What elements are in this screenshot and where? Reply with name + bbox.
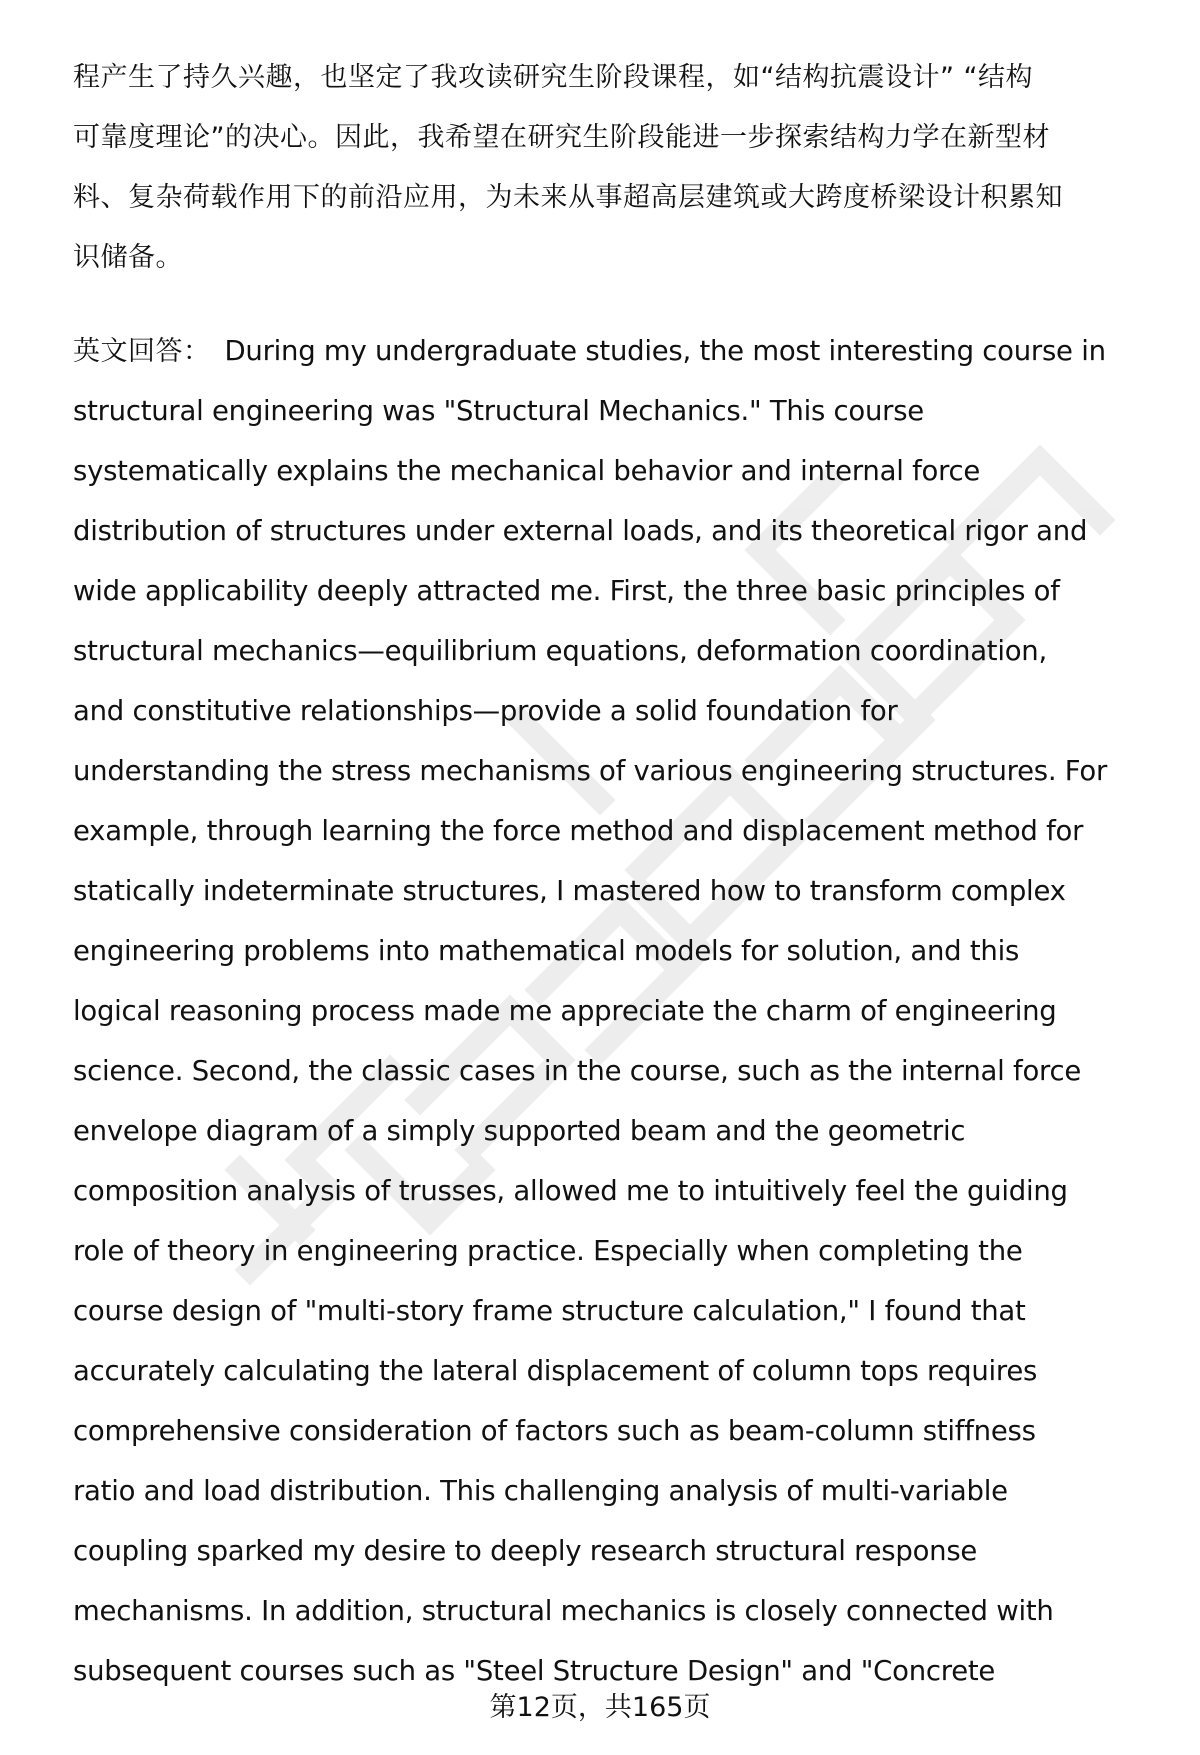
english-text-line: systematically explains the mechanical behavior and internal force: [73, 455, 981, 487]
watermark-stroke: [820, 660, 920, 820]
chinese-text-line: 可靠度理论”的决心。因此，我希望在研究生阶段能进一步探索结构力学在新型材: [73, 122, 1050, 153]
english-text-line: subsequent courses such as "Steel Structure Design" and "Concrete: [73, 1655, 996, 1687]
english-text-line: engineering problems into mathematical models for solution, and this: [73, 935, 1020, 967]
english-text-line: structural engineering was "Structural Mechanics." This course: [73, 395, 924, 427]
english-text-line: structural mechanics—equilibrium equations, deformation coordination,: [73, 635, 1047, 667]
english-text-line: science. Second, the classic cases in the course, such as the internal force: [73, 1055, 1082, 1087]
chinese-text-line: 识储备。: [73, 242, 183, 273]
english-text-line: statically indeterminate structures, I mastered how to transform complex: [73, 875, 1066, 907]
english-text-line: wide applicability deeply attracted me. First, the three basic principles of: [73, 575, 1060, 607]
english-text-line: course design of "multi-story frame structure calculation," I found that: [73, 1295, 1026, 1327]
english-text-line: mechanisms. In addition, structural mechanics is closely connected with: [73, 1595, 1054, 1627]
english-answer-first-line: [73, 331, 1106, 371]
english-text-line: envelope diagram of a simply supported beam and the geometric: [73, 1115, 966, 1147]
chinese-text-line: 料、复杂荷载作用下的前沿应用，为未来从事超高层建筑或大跨度桥梁设计积累知: [73, 182, 1063, 213]
english-text-line: understanding the stress mechanisms of various engineering structures. For: [73, 755, 1108, 787]
english-text-line: distribution of structures under external loads, and its theoretical rigor and: [73, 515, 1088, 547]
page-indicator: 第12页，共165页: [489, 1692, 711, 1723]
english-text-line: accurately calculating the lateral displacement of column tops requires: [73, 1355, 1038, 1387]
english-text-line: During my undergraduate studies, the most interesting course in: [224, 335, 1106, 367]
english-text-line: example, through learning the force method and displacement method for: [73, 815, 1084, 847]
english-text-line: role of theory in engineering practice. Especially when completing the: [73, 1235, 1023, 1267]
english-answer-label: 英文回答：: [73, 336, 211, 367]
chinese-text-line: 程产生了持久兴趣，也坚定了我攻读研究生阶段课程，如“结构抗震设计” “结构: [73, 62, 1034, 93]
english-text-line: comprehensive consideration of factors such as beam-column stiffness: [73, 1415, 1036, 1447]
english-text-line: composition analysis of trusses, allowed me to intuitively feel the guiding: [73, 1175, 1068, 1207]
english-text-line: and constitutive relationships—provide a solid foundation for: [73, 695, 898, 727]
english-text-line: ratio and load distribution. This challenging analysis of multi-variable: [73, 1475, 1008, 1507]
english-text-line: coupling sparked my desire to deeply research structural response: [73, 1535, 978, 1567]
english-text-line: logical reasoning process made me appreciate the charm of engineering: [73, 995, 1057, 1027]
